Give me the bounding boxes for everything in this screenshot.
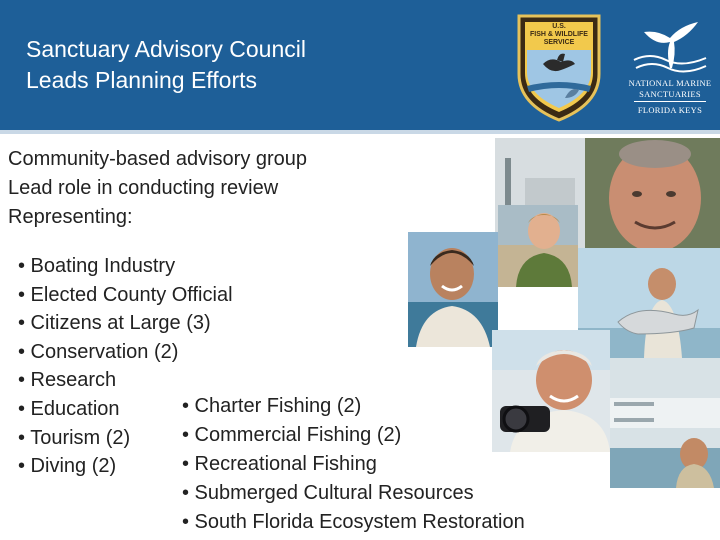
list-item: • South Florida Ecosystem Restoration bbox=[182, 511, 525, 533]
list-item: • Diving (2) bbox=[18, 455, 117, 478]
list-item: • Education bbox=[18, 397, 120, 420]
intro-line: Lead role in conducting review bbox=[8, 177, 279, 199]
slide-title-line-1: Sanctuary Advisory Council bbox=[26, 36, 306, 62]
list-item: • Boating Industry bbox=[18, 255, 176, 277]
list-item: • Tourism (2) bbox=[18, 426, 131, 449]
fish-and-wildlife-service-shield-icon bbox=[513, 12, 605, 124]
intro-line: Community-based advisory group bbox=[8, 148, 308, 170]
list-item: • Research bbox=[18, 369, 117, 392]
list-item: • Submerged Cultural Resources bbox=[182, 482, 474, 504]
list-item: • Elected County Official bbox=[18, 283, 233, 306]
list-item: • Charter Fishing (2) bbox=[182, 395, 362, 417]
council-member-photo-woman-in-green bbox=[498, 205, 578, 287]
nms-logo-line-1: NATIONAL MARINE bbox=[628, 78, 712, 88]
representing-list-column-2 bbox=[182, 392, 525, 537]
list-item: • Conservation (2) bbox=[18, 340, 179, 363]
intro-text bbox=[8, 145, 307, 232]
intro-line: Representing: bbox=[8, 206, 133, 228]
slide-title bbox=[26, 34, 306, 96]
fws-logo-line-2: FISH & WILDLIFE bbox=[530, 31, 588, 38]
list-item: • Citizens at Large (3) bbox=[18, 312, 211, 335]
list-item: • Recreational Fishing bbox=[182, 453, 377, 475]
fws-logo-line-3: SERVICE bbox=[543, 39, 575, 46]
fws-logo-line-1: U.S. bbox=[552, 23, 566, 30]
nms-logo-line-3: FLORIDA KEYS bbox=[637, 105, 703, 115]
banner-divider bbox=[0, 130, 720, 134]
nms-logo-divider bbox=[634, 101, 706, 102]
council-member-photo-man-smiling bbox=[610, 358, 720, 488]
list-item: • Commercial Fishing (2) bbox=[182, 424, 402, 446]
council-member-photo-man-with-dock bbox=[408, 232, 498, 347]
slide-title-line-2: Leads Planning Efforts bbox=[26, 67, 258, 93]
whale-tail-icon bbox=[626, 8, 714, 122]
nms-logo-line-2: SANCTUARIES bbox=[639, 89, 701, 99]
